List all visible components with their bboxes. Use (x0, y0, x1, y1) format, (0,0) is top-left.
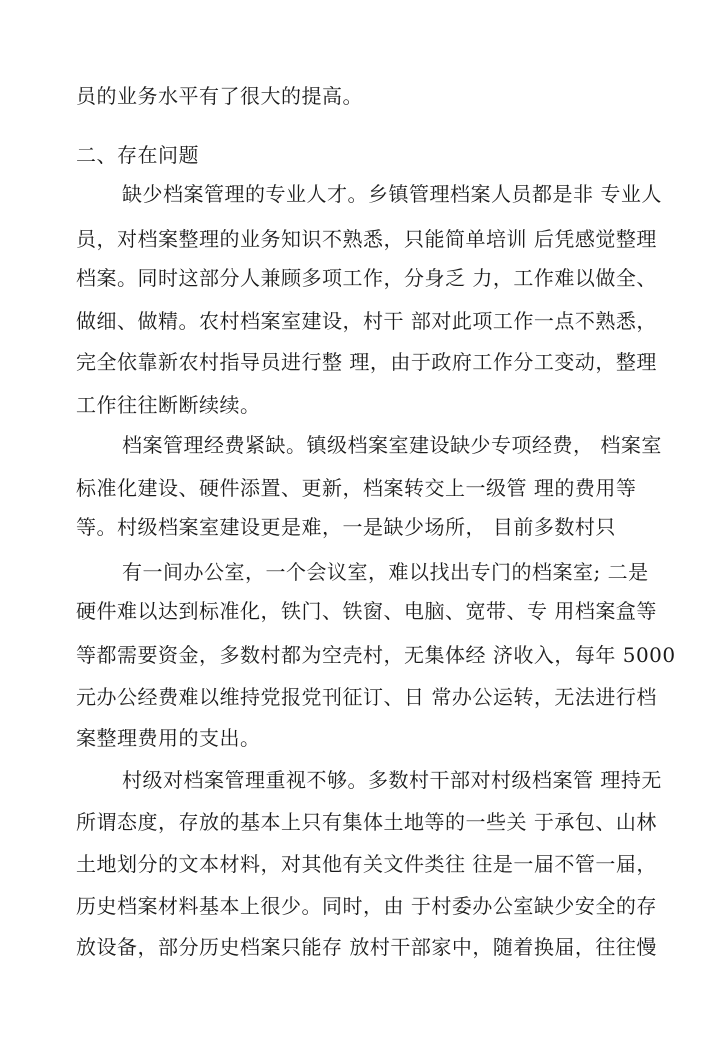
paragraph-3-line-4: 元办公经费难以维持党报党刊征订、日 常办公运转，无法进行档 (76, 685, 657, 709)
paragraph-2-line-2: 标准化建设、硬件添置、更新，档案转交上一级管 理的费用等 (76, 476, 637, 500)
paragraph-4-line-2: 所谓态度，存放的基本上只有集体土地等的一些关 于承包、山林 (76, 810, 657, 834)
paragraph-2-line-3: 等。村级档案室建设更是难，一是缺少场所， 目前多数村只 (76, 515, 616, 539)
paragraph-1-line-4: 做细、做精。农村档案室建设，村干 部对此项工作一点不熟悉， (76, 309, 657, 333)
paragraph-3-line-5: 案整理费用的支出。 (76, 726, 261, 750)
paragraph-3-line-3: 等都需要资金，多数村都为空壳村，无集体经 济收入，每年 5000 (76, 643, 676, 667)
paragraph-4-line-3: 土地划分的文本材料，对其他有关文件类往 往是一届不管一届， (76, 852, 657, 876)
paragraph-1-line-1: 缺少档案管理的专业人才。乡镇管理档案人员都是非 专业人 (122, 182, 662, 206)
paragraph-1-line-3: 档案。同时这部分人兼顾多项工作，分身乏 力，工作难以做全、 (76, 266, 657, 290)
paragraph-1-line-2: 员，对档案整理的业务知识不熟悉，只能简单培训 后凭感觉整理 (76, 227, 657, 251)
paragraph-1-line-6: 工作往往断断续续。 (76, 393, 261, 417)
paragraph-2-line-1: 档案管理经费紧缺。镇级档案室建设缺少专项经费， 档案室 (122, 433, 662, 457)
paragraph-4-line-4: 历史档案材料基本上很少。同时，由 于村委办公室缺少安全的存 (76, 894, 657, 918)
section-heading: 二、存在问题 (76, 143, 199, 167)
text-line-1: 员的业务水平有了很大的提高。 (76, 84, 363, 108)
paragraph-3-line-2: 硬件难以达到标准化，铁门、铁窗、电脑、宽带、专 用档案盒等 (76, 599, 657, 623)
paragraph-3-line-1: 有一间办公室，一个会议室，难以找出专门的档案室; 二是 (122, 560, 649, 584)
paragraph-4-line-5: 放设备，部分历史档案只能存 放村干部家中，随着换届，往往慢 (76, 935, 657, 959)
paragraph-4-line-1: 村级对档案管理重视不够。多数村干部对村级档案管 理持无 (122, 768, 662, 792)
paragraph-1-line-5: 完全依靠新农村指导员进行整 理，由于政府工作分工变动，整理 (76, 350, 657, 374)
